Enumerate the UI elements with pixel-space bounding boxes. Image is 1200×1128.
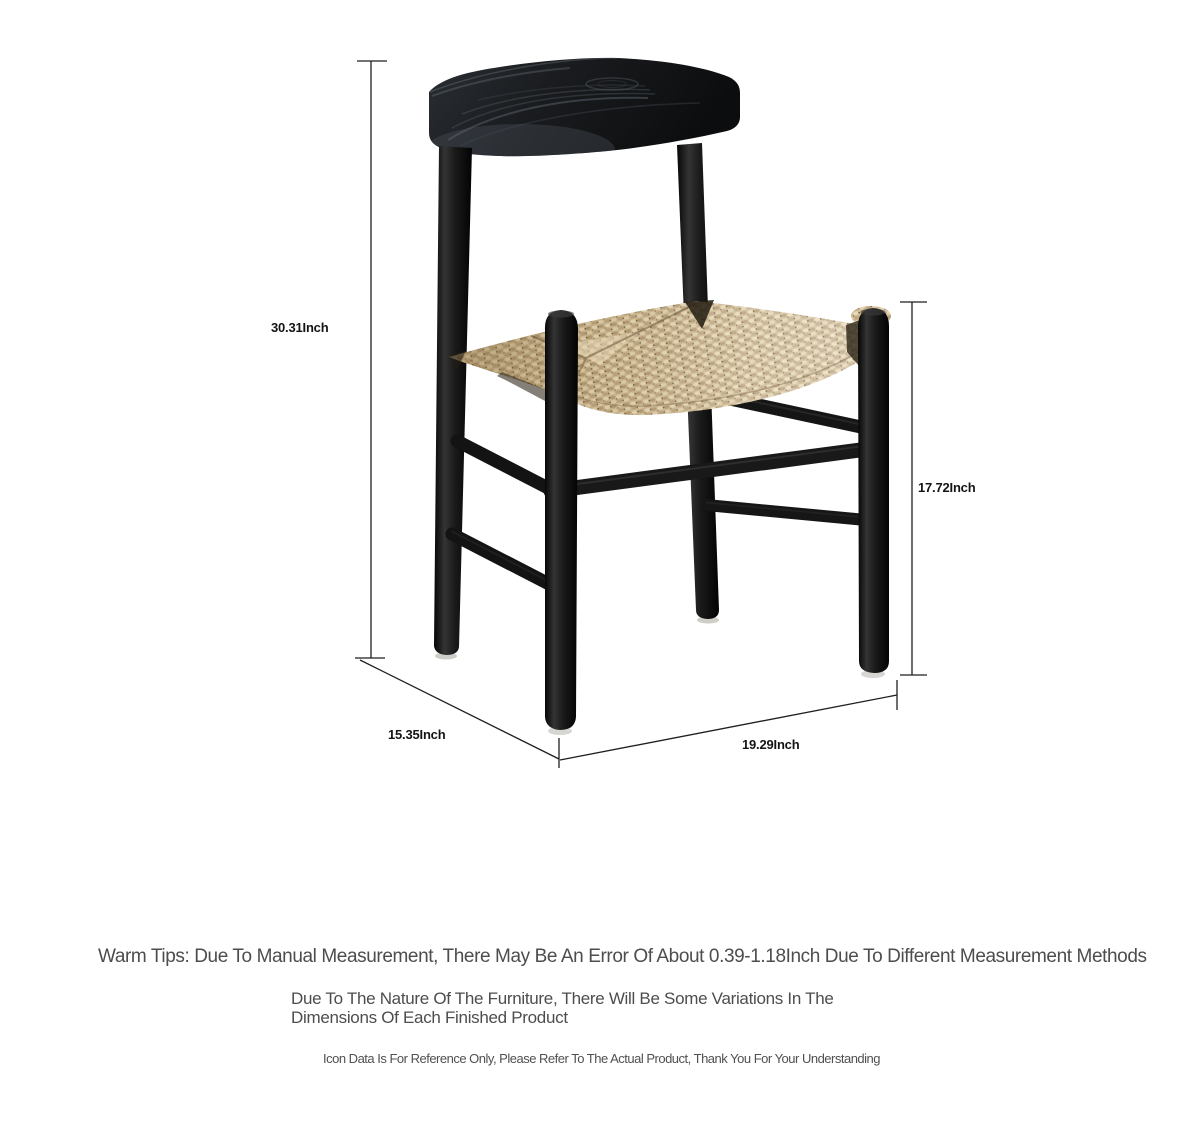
warm-tips-note: Warm Tips: Due To Manual Measurement, There May Be An Error Of About 0.39-1.18Inch Due To Different Measurement Methods [98,946,1147,967]
width-dimension-line [560,695,897,760]
dimension-label-depth: 15.35Inch [388,727,446,742]
chair-woven-seat [449,300,891,415]
dimension-label-height: 30.31Inch [271,320,329,335]
dimension-label-seat-height: 17.72Inch [918,480,976,495]
chair-stretchers [452,391,866,585]
reference-note: Icon Data Is For Reference Only, Please Refer To The Actual Product, Thank You For Your Understanding [323,1051,881,1066]
depth-dimension-line [360,660,559,759]
chair-illustration [425,58,891,735]
variation-note-line-2: Dimensions Of Each Finished Product [291,1008,568,1027]
variation-note-line-1: Due To The Nature Of The Furniture, There Will Be Some Variations In The [291,989,834,1008]
dimension-label-width: 19.29Inch [742,737,800,752]
variation-note [291,989,834,1027]
